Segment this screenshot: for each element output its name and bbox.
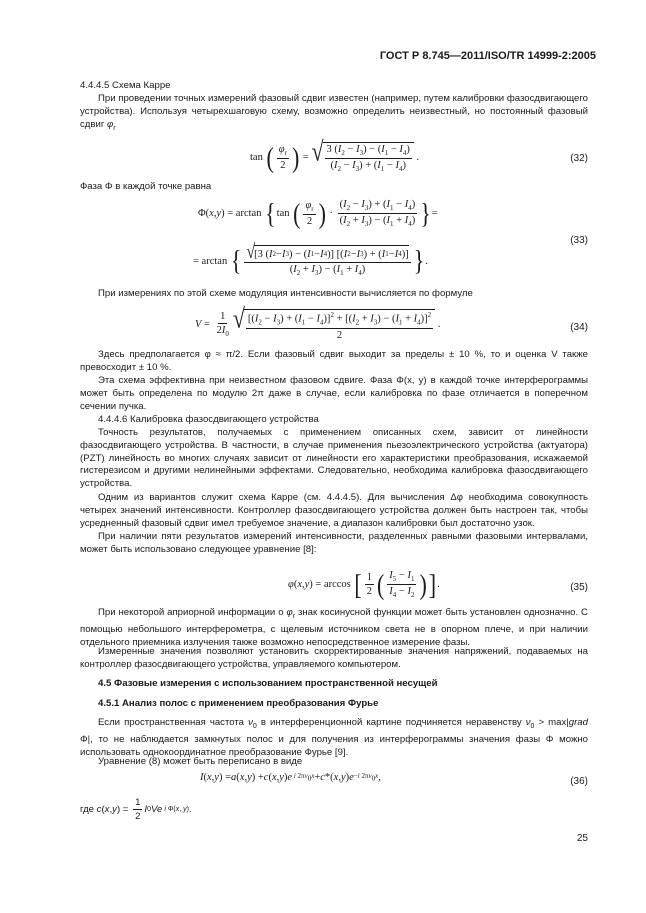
paragraph: При наличии пяти результатов измерений интенсивности, разделенных равными фазовыми интервалами, может быть использовано следующее уравнение [8]:: [80, 531, 588, 555]
equation-32: tan ( $\frac{\varphi_r}{2}$ ) = √ $\frac{3 (I_2 - I_3) - (I_1 - I_4)}{(I_2 - I_3) + (I_1 - I_4)}$ .: [250, 135, 420, 174]
page-number: 25: [576, 833, 588, 844]
equation-number-33: (33): [570, 235, 588, 246]
paragraph: Эта схема эффективна при неизвестном фазовом сдвиге. Фаза Φ(x, y) в каждой точке интерферограммы может быть определена по модулю 2π даже в случае, если калибровка по фазе отличается в поперечном сечении пучка.: [80, 375, 588, 412]
equation-number-34: (34): [570, 322, 588, 333]
equation-33-line-1: Φ( x , y ) = arctan { tan ( $\frac{\varphi_r}{2}$ ) · $\frac{(I_2 - I_3) + (I_1 - I_4)}{(I_2 + I_3) - (I_1 + I_4)}$ } =: [198, 196, 438, 230]
paragraph: Здесь предполагается φ ≈ π/2. Если фазовый сдвиг выходит за пределы ± 10 %, то и оценка V также превосходит ± 10 %.: [80, 349, 588, 373]
section-title-4-4-4-6: 4.4.4.6 Калибровка фазосдвигающего устройства: [98, 414, 319, 425]
equation-33-line-2: = arctan { √ [3 ( I 2 − I 3 ) − ( I 1 − I 4 )] [( I 2 − I 3 ) + ( I 1 − I 4 )] $(I_2 + I_3) - (I_1 + I_4)$ } .: [193, 241, 428, 278]
equation-36: I ( x , y ) = a ( x , y ) + c ( x , y ) e i $2\pi\nu_0x$ + c *( x , y ) e −i $2\pi\nu_0x$ ,: [200, 772, 381, 783]
paragraph: Уравнение (8) может быть переписано в виде: [98, 756, 303, 767]
running-header: ГОСТ Р 8.745—2011/ISO/TR 14999-2:2005: [379, 50, 596, 62]
paragraph: При проведении точных измерений фазовый сдвиг известен (например, путем калибровки фазосдвигающего устройства). Используя четырехшаговую схему, возможно определить неизвестный, но постоянный фазовый сдвиг $\varphi_r$: [80, 93, 588, 132]
paragraph: Точность результатов, получаемых с применением описанных схем, зависит от линейности фазосдвигающего устройства. В частности, в случае применения пьезоэлектрического устройства (актуатора) (PZT) линейность во многих случаях зависит от линейности его характеристики преобразования, искажаемой гистерезисом и другими нелинейными эффектами. Следовательно, необходима калибровка фазосдвигающего устройства.: [80, 427, 588, 490]
equation-number-32: (32): [570, 153, 588, 164]
paragraph: Фаза Φ в каждой точке равна: [80, 181, 212, 192]
where-clause: где c ( x , y ) = $\frac{1}{2}$ I 0 Ve i Φ(x, y) .: [80, 797, 192, 822]
paragraph: При некоторой априорной информации о $\varphi_r$ знак косинусной функции может быть установлен однозначно. С помощью небольшого интерферометра, с щелевым источником света не в опорном плече, и при наличии отдельного приемника излучения также возможно непосредственное измерение фазы.: [80, 607, 588, 648]
paragraph: Одним из вариантов служит схема Карре (см. 4.4.4.5). Для вычисления Δφ необходима совокупность четырех значений интенсивности. Контроллер фазосдвигающего устройства должен быть настроен так, чтобы усредненный фазовый сдвиг имел требуемое значение, а диапазон калибровки был достаточно узок.: [80, 492, 588, 529]
equation-number-36: (36): [570, 776, 588, 787]
paragraph: При измерениях по этой схеме модуляция интенсивности вычисляется по формуле: [98, 288, 473, 299]
equation-35: φ ( x , y ) = arccos [ $\frac{1}{2}$ ( $\frac{I_5 - I_1}{I_4 - I_2}$ ) ] .: [288, 567, 440, 601]
equation-number-35: (35): [570, 582, 588, 593]
paragraph: Если пространственная частота $\nu_0$ в интерференционной картине подчиняется неравенству $\nu_0$ > max|grad Φ|, то не наблюдается замкнутых полос и для получения из интерферограммы значения фазы Φ можно использовать однокоординатное преобразование Фурье [9].: [80, 717, 588, 758]
equation-34: V = $\frac{1}{2I_0}$ √ $\frac{[(I_2 - I_3) + (I_1 - I_4)]^2 + [(I_2 + I_3) - (I_1 + I_4)]^2}{2}$ .: [195, 302, 441, 341]
section-title-4-4-4-5: 4.4.4.5 Схема Карре: [80, 80, 171, 91]
section-heading-4-5: 4.5 Фазовые измерения с использованием пространственной несущей: [98, 678, 438, 689]
paragraph: Измеренные значения позволяют установить скорректированные значения напряжений, подаваемых на контроллер фазосдвигающего устройства, управляемого компьютером.: [80, 646, 588, 670]
section-heading-4-5-1: 4.5.1 Анализ полос с применением преобразования Фурье: [98, 698, 379, 709]
